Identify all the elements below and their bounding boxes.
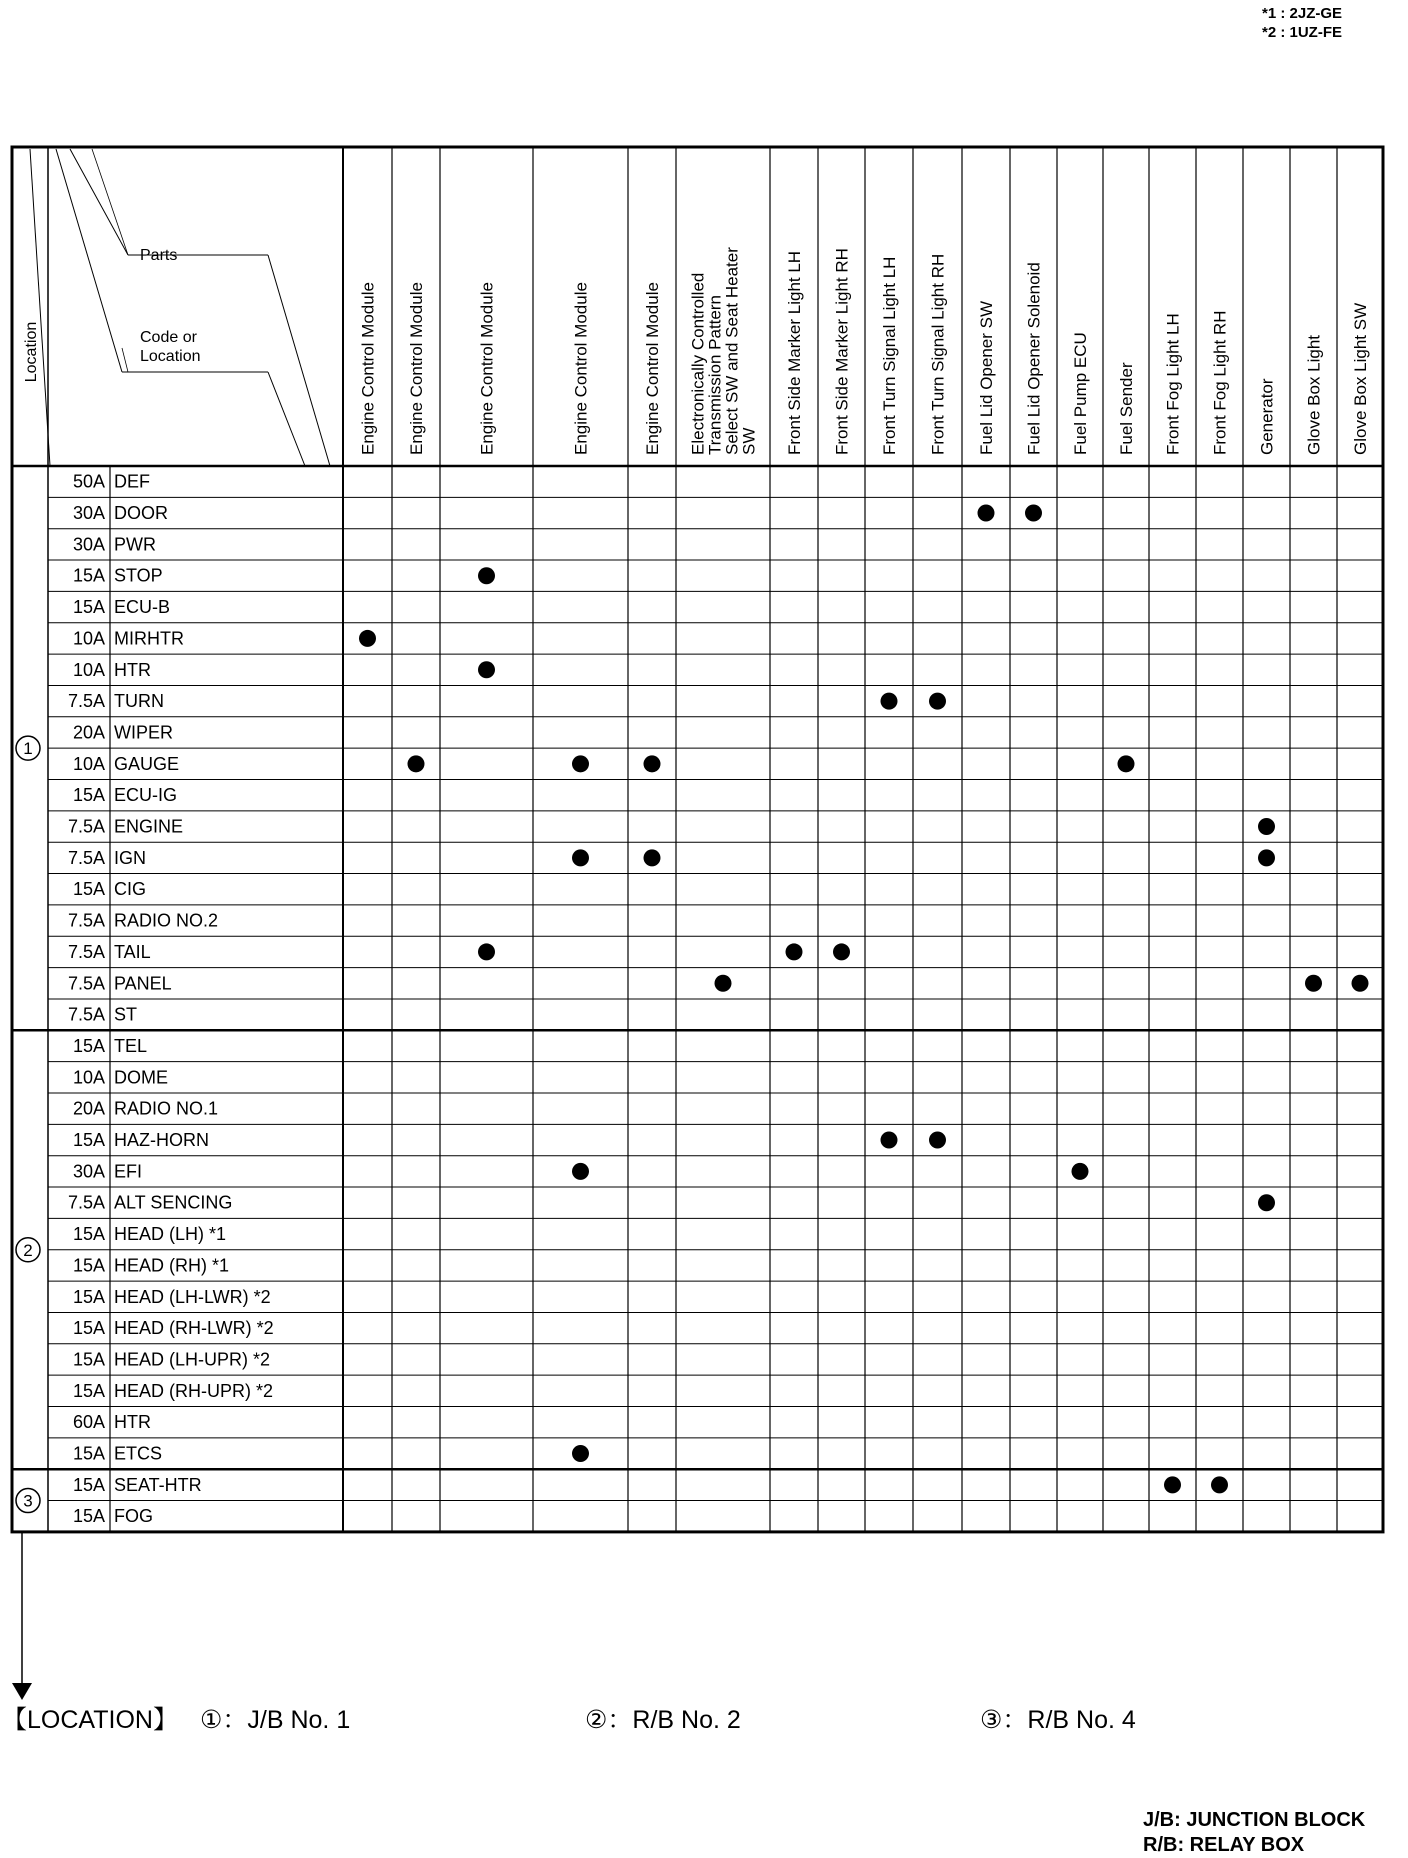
connection-dot <box>1258 849 1275 866</box>
corner-diagonal <box>268 372 305 466</box>
connection-dot <box>715 975 732 992</box>
fuse-amp-label: 15A <box>72 1443 105 1464</box>
fuse-code-label: STOP <box>114 565 163 586</box>
connection-dot <box>1352 975 1369 992</box>
fuse-amp-label: 15A <box>72 565 105 586</box>
connection-dot <box>1164 1476 1181 1493</box>
fuse-code-label: RADIO NO.2 <box>114 910 219 931</box>
fuse-amp-label: 30A <box>72 534 105 555</box>
column-header-part: Transmission Pattern <box>705 295 725 455</box>
fuse-amp-label: 15A <box>72 597 105 618</box>
connection-dot <box>929 693 946 710</box>
fuse-code-label: WIPER <box>114 722 174 743</box>
column-header-part: Glove Box Light SW <box>1351 302 1370 455</box>
fuse-code-label: PANEL <box>114 973 172 994</box>
connection-dot <box>478 567 495 584</box>
connection-dot <box>1211 1476 1228 1493</box>
corner-diagonal <box>70 149 128 255</box>
fuse-amp-label: 7.5A <box>67 973 105 994</box>
legend-item-rb4: ③：R/B No. 4 <box>980 1706 1136 1734</box>
connection-dot <box>881 693 898 710</box>
column-header-part: Fuel Pump ECU <box>1071 332 1090 455</box>
fuse-code-label: HTR <box>114 1412 151 1433</box>
column-header-part: Fuel Lid Opener Solenoid <box>1024 262 1044 455</box>
connection-dot <box>478 661 495 678</box>
fuse-amp-label: 15A <box>72 1255 105 1276</box>
connection-dot <box>1305 975 1322 992</box>
column-header-part: SW <box>739 427 759 455</box>
column-header-part: Electronically Controlled <box>688 272 708 455</box>
fuse-amp-label: 15A <box>72 1130 105 1151</box>
fuse-amp-label: 15A <box>72 1506 105 1527</box>
fuse-code-label: HEAD (LH-LWR) *2 <box>114 1286 271 1307</box>
fuse-code-label: ECU-IG <box>114 785 177 806</box>
column-header-part: Engine Control Module <box>358 282 378 455</box>
location-header-label: Location <box>23 321 40 383</box>
column-header-part: Fuel Sender <box>1117 362 1136 455</box>
connection-dot <box>786 943 803 960</box>
fuse-amp-label: 10A <box>72 1067 105 1088</box>
group-marker-label: 1 <box>23 739 33 759</box>
corner-diagonal <box>56 149 122 372</box>
fuse-amp-label: 30A <box>72 1161 105 1182</box>
connection-dot <box>978 505 995 522</box>
legend-item-jb1: ①：J/B No. 1 <box>200 1706 351 1734</box>
column-header-part: Front Fog Light RH <box>1210 310 1230 455</box>
connection-dot <box>644 755 661 772</box>
fuse-code-label: DOME <box>114 1067 168 1088</box>
abbrev-rb: R/B: RELAY BOX <box>1143 1834 1305 1856</box>
note-2: *2 : 1UZ-FE <box>1262 24 1343 41</box>
fuse-amp-label: 7.5A <box>67 1004 105 1025</box>
corner-diagonal <box>122 348 128 372</box>
connection-dot <box>572 1445 589 1462</box>
fuse-code-label: TAIL <box>114 941 151 962</box>
fuse-amp-label: 15A <box>72 1286 105 1307</box>
connection-dot <box>1258 1194 1275 1211</box>
code-header-label-2: Location <box>140 348 201 365</box>
connection-dot <box>572 755 589 772</box>
connection-dot <box>1072 1163 1089 1180</box>
note-1: *1 : 2JZ-GE <box>1262 5 1343 22</box>
abbreviation-key <box>1143 1808 1365 1858</box>
fuse-code-label: ALT SENCING <box>114 1192 233 1213</box>
fuse-code-label: FOG <box>114 1506 153 1527</box>
fuse-amp-label: 15A <box>72 879 105 900</box>
fuse-code-label: IGN <box>114 847 147 868</box>
fuse-code-label: HEAD (RH-UPR) *2 <box>114 1380 274 1401</box>
fuse-code-label: CIG <box>114 879 147 900</box>
parts-header-label: Parts <box>140 247 178 264</box>
fuse-code-label: ST <box>114 1004 138 1025</box>
column-header-part: Fuel Lid Opener SW <box>977 300 996 455</box>
connection-dot <box>929 1132 946 1149</box>
legend-item-rb2: ②：R/B No. 2 <box>585 1706 741 1734</box>
fuse-amp-label: 15A <box>72 1035 105 1056</box>
fuse-code-label: EFI <box>114 1161 143 1182</box>
fuse-code-label: ECU-B <box>114 597 171 618</box>
fuse-amp-label: 7.5A <box>67 816 105 837</box>
connection-dot <box>572 849 589 866</box>
fuse-amp-label: 7.5A <box>67 941 105 962</box>
fuse-amp-label: 20A <box>72 1098 105 1119</box>
fuse-amp-label: 10A <box>72 659 105 680</box>
fuse-code-label: HEAD (RH) *1 <box>114 1255 230 1276</box>
code-header-label-1: Code or <box>140 329 197 346</box>
fuse-amp-label: 50A <box>72 471 105 492</box>
column-header-part: Engine Control Module <box>477 282 497 455</box>
connection-dot <box>1258 818 1275 835</box>
fuse-code-label: HAZ-HORN <box>114 1130 209 1151</box>
corner-diagonal <box>30 149 50 466</box>
fuse-amp-label: 7.5A <box>67 910 105 931</box>
fuse-code-label: RADIO NO.1 <box>114 1098 219 1119</box>
fuse-code-label: GAUGE <box>114 753 180 774</box>
column-header-part: Generator <box>1257 378 1277 455</box>
column-header-part: Front Turn Signal Light RH <box>928 253 948 455</box>
connection-dot <box>408 755 425 772</box>
column-header-part: Engine Control Module <box>643 282 662 455</box>
fuse-amp-label: 15A <box>72 1224 105 1245</box>
fuse-amp-label: 20A <box>72 722 105 743</box>
column-header-part: Select SW and Seat Heater <box>722 247 742 455</box>
fuse-code-label: TEL <box>114 1035 148 1056</box>
fuse-amp-label: 10A <box>72 628 105 649</box>
fuse-amp-label: 15A <box>72 1474 105 1495</box>
fuse-amp-label: 60A <box>72 1412 105 1433</box>
fuse-amp-label: 15A <box>72 785 105 806</box>
corner-diagonal <box>268 255 330 466</box>
column-header-part: Front Turn Signal Light LH <box>880 256 899 455</box>
abbrev-jb: J/B: JUNCTION BLOCK <box>1143 1809 1366 1831</box>
group-marker-label: 2 <box>23 1240 33 1260</box>
fuse-code-label: PWR <box>114 534 156 555</box>
connection-dot <box>1025 505 1042 522</box>
fuse-amp-label: 30A <box>72 503 105 524</box>
column-header-part: Engine Control Module <box>571 282 591 455</box>
fuse-amp-label: 7.5A <box>67 691 105 712</box>
location-legend <box>0 1700 1408 1740</box>
connection-dot <box>572 1163 589 1180</box>
fuse-amp-label: 7.5A <box>67 1192 105 1213</box>
fuse-code-label: ETCS <box>114 1443 163 1464</box>
column-header-part: Front Fog Light LH <box>1163 313 1183 455</box>
fuse-code-label: ENGINE <box>114 816 184 837</box>
fuse-amp-label: 15A <box>72 1380 105 1401</box>
column-header-part: Glove Box Light <box>1304 334 1324 455</box>
group-marker-label: 3 <box>23 1491 33 1511</box>
fuse-code-label: HTR <box>114 659 151 680</box>
fuse-code-label: SEAT-HTR <box>114 1474 202 1495</box>
fuse-code-label: TURN <box>114 691 164 712</box>
fuse-code-label: HEAD (LH-UPR) *2 <box>114 1349 271 1370</box>
location-arrow-head <box>12 1683 32 1700</box>
fuse-code-label: HEAD (RH-LWR) *2 <box>114 1318 274 1339</box>
legend-title: 【LOCATION】 <box>2 1706 178 1734</box>
fuse-code-label: DEF <box>114 471 150 492</box>
corner-diagonal <box>92 149 128 255</box>
connection-dot <box>833 943 850 960</box>
fuse-amp-label: 15A <box>72 1318 105 1339</box>
fuse-code-label: HEAD (LH) *1 <box>114 1224 227 1245</box>
fuse-amp-label: 10A <box>72 753 105 774</box>
connection-dot <box>881 1132 898 1149</box>
connection-dot <box>359 630 376 647</box>
fuse-code-label: MIRHTR <box>114 628 184 649</box>
connection-dot <box>1118 755 1135 772</box>
connection-dot <box>478 943 495 960</box>
column-header-part: Front Side Marker Light RH <box>832 248 852 455</box>
column-header-part: Front Side Marker Light LH <box>785 250 804 455</box>
fuse-code-label: DOOR <box>114 503 168 524</box>
fuse-amp-label: 15A <box>72 1349 105 1370</box>
fuse-amp-label: 7.5A <box>67 847 105 868</box>
connection-dot <box>644 849 661 866</box>
column-header-part: Engine Control Module <box>407 282 426 455</box>
